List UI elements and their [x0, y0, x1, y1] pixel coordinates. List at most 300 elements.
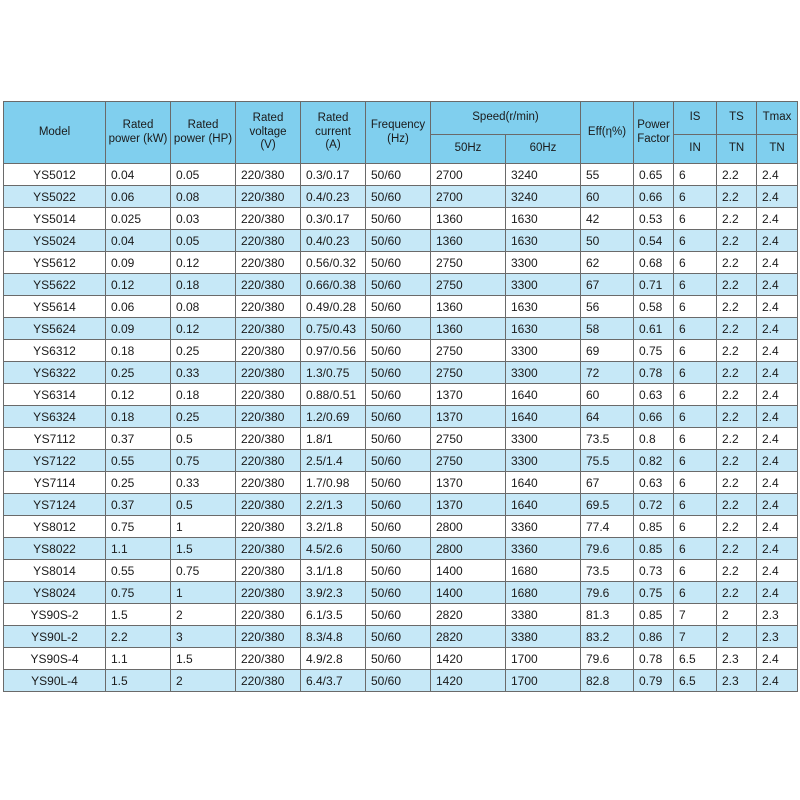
cell-speed-60hz: 3380 [506, 604, 581, 626]
cell-rated-power-kw: 0.06 [106, 186, 171, 208]
header-in: IN [674, 135, 717, 164]
cell-is: 6 [674, 472, 717, 494]
cell-rated-voltage: 220/380 [236, 384, 301, 406]
cell-frequency: 50/60 [366, 428, 431, 450]
cell-speed-60hz: 1640 [506, 472, 581, 494]
cell-speed-60hz: 3300 [506, 362, 581, 384]
cell-rated-current: 8.3/4.8 [301, 626, 366, 648]
cell-rated-voltage: 220/380 [236, 252, 301, 274]
cell-eff: 69.5 [581, 494, 634, 516]
cell-speed-60hz: 1640 [506, 406, 581, 428]
cell-rated-voltage: 220/380 [236, 208, 301, 230]
cell-power-factor: 0.71 [634, 274, 674, 296]
cell-tmax: 2.4 [757, 428, 798, 450]
cell-power-factor: 0.61 [634, 318, 674, 340]
header-rated-voltage: Rated voltage (V) [236, 102, 301, 164]
cell-tmax: 2.4 [757, 230, 798, 252]
cell-eff: 67 [581, 274, 634, 296]
cell-eff: 72 [581, 362, 634, 384]
table-row [4, 516, 798, 538]
cell-eff: 62 [581, 252, 634, 274]
cell-frequency: 50/60 [366, 164, 431, 186]
cell-model: YS5012 [4, 164, 106, 186]
cell-is: 6 [674, 560, 717, 582]
table-row [4, 560, 798, 582]
cell-model: YS5612 [4, 252, 106, 274]
cell-rated-voltage: 220/380 [236, 296, 301, 318]
motor-spec-table [3, 101, 798, 692]
cell-is: 6 [674, 186, 717, 208]
cell-model: YS6324 [4, 406, 106, 428]
cell-rated-current: 3.9/2.3 [301, 582, 366, 604]
cell-power-factor: 0.82 [634, 450, 674, 472]
cell-speed-50hz: 1420 [431, 648, 506, 670]
header-power-factor: Power Factor [634, 102, 674, 164]
cell-rated-current: 0.3/0.17 [301, 208, 366, 230]
cell-model: YS5024 [4, 230, 106, 252]
cell-rated-current: 6.4/3.7 [301, 670, 366, 692]
cell-tmax: 2.4 [757, 582, 798, 604]
cell-rated-power-kw: 2.2 [106, 626, 171, 648]
cell-speed-50hz: 2750 [431, 428, 506, 450]
cell-rated-voltage: 220/380 [236, 560, 301, 582]
cell-is: 7 [674, 626, 717, 648]
cell-power-factor: 0.63 [634, 384, 674, 406]
table-row [4, 318, 798, 340]
cell-speed-60hz: 3300 [506, 450, 581, 472]
cell-speed-50hz: 2750 [431, 362, 506, 384]
table-row [4, 384, 798, 406]
cell-eff: 60 [581, 186, 634, 208]
cell-power-factor: 0.63 [634, 472, 674, 494]
cell-rated-voltage: 220/380 [236, 472, 301, 494]
cell-rated-current: 4.5/2.6 [301, 538, 366, 560]
cell-speed-60hz: 3300 [506, 274, 581, 296]
cell-eff: 77.4 [581, 516, 634, 538]
cell-rated-power-hp: 0.08 [171, 186, 236, 208]
cell-eff: 55 [581, 164, 634, 186]
cell-rated-power-hp: 1 [171, 582, 236, 604]
table-row [4, 472, 798, 494]
cell-eff: 64 [581, 406, 634, 428]
table-row [4, 494, 798, 516]
cell-speed-60hz: 3300 [506, 252, 581, 274]
cell-rated-voltage: 220/380 [236, 318, 301, 340]
cell-eff: 81.3 [581, 604, 634, 626]
cell-tmax: 2.3 [757, 604, 798, 626]
cell-rated-current: 1.7/0.98 [301, 472, 366, 494]
cell-speed-50hz: 1370 [431, 406, 506, 428]
cell-power-factor: 0.75 [634, 582, 674, 604]
cell-speed-60hz: 1630 [506, 208, 581, 230]
cell-tmax: 2.4 [757, 494, 798, 516]
table-row [4, 604, 798, 626]
cell-rated-power-hp: 0.75 [171, 560, 236, 582]
cell-is: 6 [674, 164, 717, 186]
cell-speed-50hz: 2700 [431, 164, 506, 186]
cell-rated-voltage: 220/380 [236, 406, 301, 428]
cell-power-factor: 0.72 [634, 494, 674, 516]
cell-power-factor: 0.78 [634, 362, 674, 384]
cell-rated-voltage: 220/380 [236, 670, 301, 692]
cell-rated-power-kw: 0.37 [106, 428, 171, 450]
cell-speed-50hz: 2800 [431, 538, 506, 560]
cell-tmax: 2.4 [757, 384, 798, 406]
cell-rated-power-hp: 2 [171, 604, 236, 626]
cell-rated-current: 1.8/1 [301, 428, 366, 450]
cell-model: YS7114 [4, 472, 106, 494]
cell-is: 6 [674, 406, 717, 428]
cell-ts: 2.2 [717, 208, 757, 230]
cell-rated-current: 3.1/1.8 [301, 560, 366, 582]
cell-rated-power-kw: 0.18 [106, 406, 171, 428]
cell-speed-60hz: 3360 [506, 538, 581, 560]
cell-frequency: 50/60 [366, 296, 431, 318]
cell-speed-60hz: 1640 [506, 494, 581, 516]
cell-rated-voltage: 220/380 [236, 538, 301, 560]
table-row [4, 274, 798, 296]
cell-ts: 2.2 [717, 450, 757, 472]
cell-speed-50hz: 1360 [431, 318, 506, 340]
cell-rated-current: 0.49/0.28 [301, 296, 366, 318]
cell-power-factor: 0.86 [634, 626, 674, 648]
cell-rated-power-hp: 2 [171, 670, 236, 692]
cell-model: YS90S-4 [4, 648, 106, 670]
cell-ts: 2.2 [717, 340, 757, 362]
cell-ts: 2.2 [717, 516, 757, 538]
cell-tmax: 2.4 [757, 472, 798, 494]
cell-speed-60hz: 1630 [506, 296, 581, 318]
cell-ts: 2.2 [717, 538, 757, 560]
cell-eff: 73.5 [581, 428, 634, 450]
cell-frequency: 50/60 [366, 208, 431, 230]
cell-rated-power-kw: 0.12 [106, 384, 171, 406]
cell-model: YS8022 [4, 538, 106, 560]
cell-model: YS90S-2 [4, 604, 106, 626]
cell-rated-power-kw: 0.04 [106, 164, 171, 186]
cell-speed-60hz: 1700 [506, 670, 581, 692]
cell-model: YS7122 [4, 450, 106, 472]
table-row [4, 538, 798, 560]
cell-is: 6 [674, 362, 717, 384]
cell-power-factor: 0.53 [634, 208, 674, 230]
cell-eff: 56 [581, 296, 634, 318]
cell-rated-power-hp: 0.12 [171, 252, 236, 274]
cell-power-factor: 0.66 [634, 186, 674, 208]
cell-speed-50hz: 1400 [431, 582, 506, 604]
cell-rated-current: 0.75/0.43 [301, 318, 366, 340]
cell-ts: 2.2 [717, 186, 757, 208]
cell-power-factor: 0.65 [634, 164, 674, 186]
cell-frequency: 50/60 [366, 384, 431, 406]
cell-rated-power-hp: 0.33 [171, 362, 236, 384]
cell-frequency: 50/60 [366, 362, 431, 384]
cell-speed-50hz: 2800 [431, 516, 506, 538]
cell-power-factor: 0.85 [634, 538, 674, 560]
cell-frequency: 50/60 [366, 450, 431, 472]
header-tmax: Tmax [757, 102, 798, 135]
cell-is: 6.5 [674, 648, 717, 670]
cell-speed-60hz: 3240 [506, 186, 581, 208]
cell-is: 6 [674, 252, 717, 274]
cell-tmax: 2.4 [757, 252, 798, 274]
cell-speed-50hz: 1360 [431, 296, 506, 318]
cell-ts: 2.2 [717, 252, 757, 274]
cell-is: 6 [674, 516, 717, 538]
cell-ts: 2.2 [717, 296, 757, 318]
cell-rated-power-kw: 0.09 [106, 318, 171, 340]
cell-rated-power-kw: 0.12 [106, 274, 171, 296]
cell-frequency: 50/60 [366, 560, 431, 582]
cell-is: 6.5 [674, 670, 717, 692]
cell-ts: 2.2 [717, 560, 757, 582]
cell-rated-voltage: 220/380 [236, 230, 301, 252]
cell-speed-50hz: 1370 [431, 494, 506, 516]
cell-tmax: 2.4 [757, 296, 798, 318]
header-is: IS [674, 102, 717, 135]
cell-rated-current: 0.66/0.38 [301, 274, 366, 296]
cell-tmax: 2.4 [757, 406, 798, 428]
table-row [4, 252, 798, 274]
cell-eff: 67 [581, 472, 634, 494]
cell-power-factor: 0.73 [634, 560, 674, 582]
cell-ts: 2.2 [717, 384, 757, 406]
cell-tmax: 2.4 [757, 274, 798, 296]
cell-tmax: 2.4 [757, 340, 798, 362]
cell-rated-current: 0.4/0.23 [301, 186, 366, 208]
cell-tmax: 2.4 [757, 538, 798, 560]
cell-tmax: 2.4 [757, 164, 798, 186]
cell-rated-current: 4.9/2.8 [301, 648, 366, 670]
cell-model: YS8012 [4, 516, 106, 538]
cell-frequency: 50/60 [366, 252, 431, 274]
cell-rated-voltage: 220/380 [236, 164, 301, 186]
cell-frequency: 50/60 [366, 582, 431, 604]
cell-tmax: 2.3 [757, 626, 798, 648]
header-row-top [4, 102, 798, 135]
cell-is: 7 [674, 604, 717, 626]
cell-speed-50hz: 2750 [431, 340, 506, 362]
cell-speed-50hz: 2700 [431, 186, 506, 208]
table-row [4, 582, 798, 604]
table-row [4, 648, 798, 670]
cell-speed-60hz: 1630 [506, 230, 581, 252]
cell-is: 6 [674, 494, 717, 516]
cell-frequency: 50/60 [366, 274, 431, 296]
cell-rated-current: 0.56/0.32 [301, 252, 366, 274]
table-row [4, 450, 798, 472]
table-row [4, 406, 798, 428]
header-frequency: Frequency (Hz) [366, 102, 431, 164]
cell-rated-voltage: 220/380 [236, 450, 301, 472]
cell-eff: 50 [581, 230, 634, 252]
cell-model: YS8024 [4, 582, 106, 604]
cell-rated-power-hp: 0.18 [171, 274, 236, 296]
cell-rated-current: 2.5/1.4 [301, 450, 366, 472]
cell-rated-voltage: 220/380 [236, 626, 301, 648]
cell-speed-50hz: 2750 [431, 450, 506, 472]
header-speed: Speed(r/min) [431, 102, 581, 135]
header-rated-power-hp: Rated power (HP) [171, 102, 236, 164]
cell-rated-current: 1.2/0.69 [301, 406, 366, 428]
cell-ts: 2 [717, 626, 757, 648]
cell-speed-60hz: 3240 [506, 164, 581, 186]
cell-rated-power-kw: 0.09 [106, 252, 171, 274]
cell-tmax: 2.4 [757, 450, 798, 472]
cell-is: 6 [674, 230, 717, 252]
cell-frequency: 50/60 [366, 648, 431, 670]
cell-speed-50hz: 1420 [431, 670, 506, 692]
cell-speed-50hz: 1370 [431, 384, 506, 406]
cell-rated-power-kw: 0.75 [106, 516, 171, 538]
cell-power-factor: 0.78 [634, 648, 674, 670]
table-body [4, 164, 798, 692]
cell-ts: 2.2 [717, 582, 757, 604]
cell-ts: 2.2 [717, 274, 757, 296]
cell-frequency: 50/60 [366, 670, 431, 692]
cell-is: 6 [674, 384, 717, 406]
header-rated-current: Rated current (A) [301, 102, 366, 164]
table-row [4, 208, 798, 230]
header-eff: Eff(η%) [581, 102, 634, 164]
header-speed-60hz: 60Hz [506, 135, 581, 164]
cell-ts: 2.2 [717, 472, 757, 494]
cell-power-factor: 0.75 [634, 340, 674, 362]
cell-tmax: 2.4 [757, 208, 798, 230]
cell-rated-power-hp: 0.08 [171, 296, 236, 318]
cell-power-factor: 0.54 [634, 230, 674, 252]
cell-speed-50hz: 1370 [431, 472, 506, 494]
cell-eff: 79.6 [581, 648, 634, 670]
cell-rated-voltage: 220/380 [236, 274, 301, 296]
cell-eff: 82.8 [581, 670, 634, 692]
header-rated-power-kw: Rated power (kW) [106, 102, 171, 164]
cell-rated-power-hp: 0.33 [171, 472, 236, 494]
cell-ts: 2.2 [717, 406, 757, 428]
cell-model: YS5624 [4, 318, 106, 340]
cell-rated-power-hp: 0.12 [171, 318, 236, 340]
cell-speed-60hz: 1640 [506, 384, 581, 406]
cell-ts: 2.2 [717, 164, 757, 186]
cell-rated-power-hp: 3 [171, 626, 236, 648]
header-tn-tmax: TN [757, 135, 798, 164]
cell-tmax: 2.4 [757, 318, 798, 340]
cell-rated-current: 6.1/3.5 [301, 604, 366, 626]
cell-rated-power-kw: 1.1 [106, 648, 171, 670]
cell-rated-voltage: 220/380 [236, 340, 301, 362]
cell-rated-power-hp: 0.03 [171, 208, 236, 230]
cell-frequency: 50/60 [366, 230, 431, 252]
cell-rated-current: 0.97/0.56 [301, 340, 366, 362]
cell-rated-current: 1.3/0.75 [301, 362, 366, 384]
cell-is: 6 [674, 340, 717, 362]
cell-rated-power-kw: 0.25 [106, 472, 171, 494]
header-tn-ts: TN [717, 135, 757, 164]
cell-eff: 75.5 [581, 450, 634, 472]
table-row [4, 340, 798, 362]
cell-frequency: 50/60 [366, 494, 431, 516]
cell-is: 6 [674, 274, 717, 296]
cell-model: YS5614 [4, 296, 106, 318]
cell-model: YS6322 [4, 362, 106, 384]
cell-rated-power-kw: 0.37 [106, 494, 171, 516]
cell-speed-60hz: 3360 [506, 516, 581, 538]
table-row [4, 230, 798, 252]
cell-frequency: 50/60 [366, 604, 431, 626]
cell-is: 6 [674, 428, 717, 450]
cell-rated-power-hp: 0.75 [171, 450, 236, 472]
table-row [4, 186, 798, 208]
cell-rated-power-kw: 0.18 [106, 340, 171, 362]
cell-speed-60hz: 3300 [506, 428, 581, 450]
cell-rated-power-kw: 1.5 [106, 604, 171, 626]
cell-eff: 79.6 [581, 538, 634, 560]
cell-rated-power-kw: 0.04 [106, 230, 171, 252]
cell-frequency: 50/60 [366, 406, 431, 428]
cell-speed-50hz: 2750 [431, 252, 506, 274]
cell-is: 6 [674, 208, 717, 230]
cell-rated-power-kw: 0.55 [106, 450, 171, 472]
cell-rated-power-hp: 0.5 [171, 428, 236, 450]
cell-model: YS7124 [4, 494, 106, 516]
cell-ts: 2.3 [717, 648, 757, 670]
cell-eff: 60 [581, 384, 634, 406]
cell-model: YS8014 [4, 560, 106, 582]
cell-ts: 2.2 [717, 494, 757, 516]
cell-rated-voltage: 220/380 [236, 604, 301, 626]
cell-speed-60hz: 1630 [506, 318, 581, 340]
cell-rated-power-hp: 1.5 [171, 648, 236, 670]
cell-rated-power-hp: 0.05 [171, 164, 236, 186]
cell-tmax: 2.4 [757, 648, 798, 670]
cell-ts: 2.2 [717, 230, 757, 252]
cell-rated-voltage: 220/380 [236, 516, 301, 538]
header-model: Model [4, 102, 106, 164]
cell-frequency: 50/60 [366, 626, 431, 648]
cell-speed-50hz: 1400 [431, 560, 506, 582]
cell-rated-voltage: 220/380 [236, 186, 301, 208]
cell-ts: 2.2 [717, 318, 757, 340]
cell-is: 6 [674, 296, 717, 318]
cell-tmax: 2.4 [757, 670, 798, 692]
cell-tmax: 2.4 [757, 362, 798, 384]
cell-frequency: 50/60 [366, 538, 431, 560]
cell-rated-power-hp: 0.18 [171, 384, 236, 406]
cell-power-factor: 0.85 [634, 516, 674, 538]
cell-rated-voltage: 220/380 [236, 362, 301, 384]
cell-rated-power-hp: 1.5 [171, 538, 236, 560]
table-row [4, 362, 798, 384]
cell-power-factor: 0.85 [634, 604, 674, 626]
cell-rated-power-kw: 1.1 [106, 538, 171, 560]
cell-ts: 2.2 [717, 428, 757, 450]
cell-rated-current: 0.3/0.17 [301, 164, 366, 186]
cell-rated-current: 0.4/0.23 [301, 230, 366, 252]
cell-rated-power-kw: 0.55 [106, 560, 171, 582]
cell-rated-power-kw: 0.25 [106, 362, 171, 384]
cell-speed-60hz: 3380 [506, 626, 581, 648]
cell-model: YS90L-2 [4, 626, 106, 648]
cell-frequency: 50/60 [366, 318, 431, 340]
cell-frequency: 50/60 [366, 472, 431, 494]
cell-is: 6 [674, 450, 717, 472]
cell-eff: 79.6 [581, 582, 634, 604]
cell-model: YS5022 [4, 186, 106, 208]
cell-power-factor: 0.66 [634, 406, 674, 428]
table-row [4, 428, 798, 450]
cell-rated-voltage: 220/380 [236, 494, 301, 516]
cell-rated-power-kw: 0.06 [106, 296, 171, 318]
